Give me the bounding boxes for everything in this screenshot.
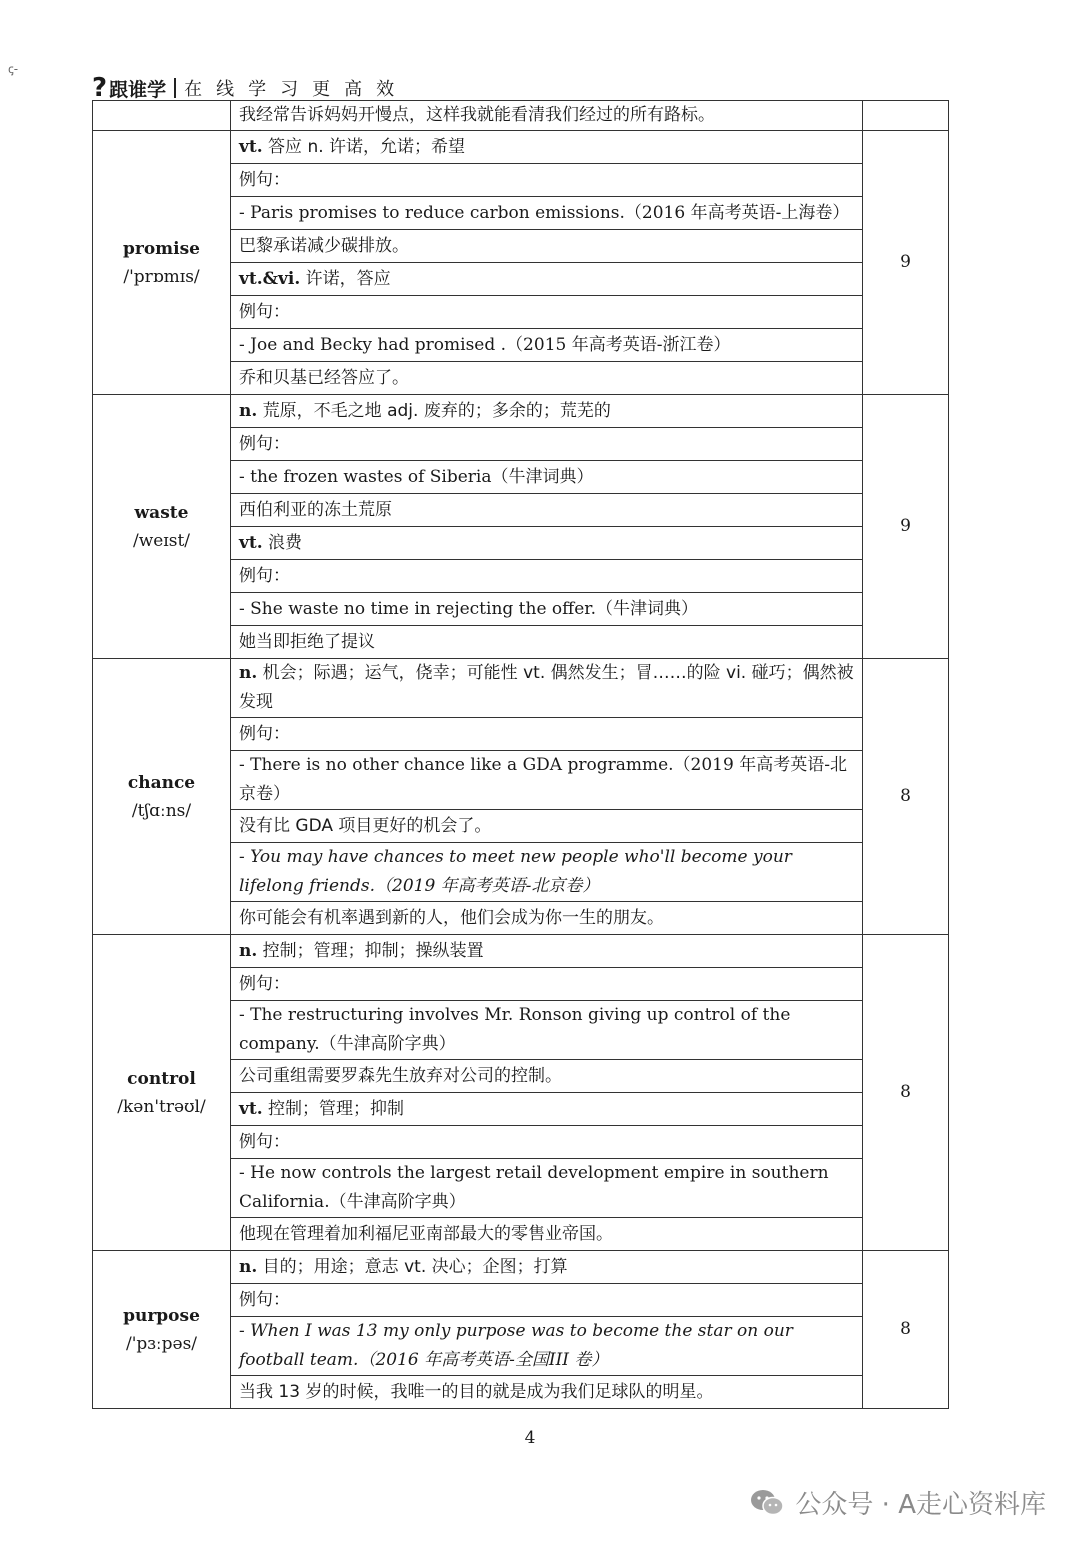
vocabulary-table-body <box>93 101 949 1409</box>
continuation-text: 我经常告诉妈妈开慢点，这样我就能看清我们经过的所有路标。 <box>231 101 863 131</box>
content-cell <box>231 263 863 296</box>
content-cell <box>231 718 863 751</box>
translation-text: 例句： <box>239 301 290 322</box>
part-of-speech: vt. <box>239 1098 263 1119</box>
table-row <box>93 395 949 428</box>
content-cell <box>231 1284 863 1317</box>
scan-mark: ꞔ- <box>8 62 19 76</box>
part-of-speech: vt. <box>239 532 263 553</box>
content-cell <box>231 395 863 428</box>
translation-text: 你可能会有机率遇到新的人，他们会成为你一生的朋友。 <box>239 907 664 928</box>
page-number: 4 <box>524 1428 536 1448</box>
phonetic: /weɪst/ <box>132 530 191 551</box>
example-sentence: - You may have chances to meet new people who'll become your lifelong friends.（2019 年高考英语-北京卷） <box>239 847 792 896</box>
part-of-speech: n. <box>239 663 258 683</box>
part-of-speech: vt. <box>239 136 263 157</box>
content-cell <box>231 1126 863 1159</box>
content-cell <box>231 131 863 164</box>
translation-text: 当我 13 岁的时候，我唯一的目的就是成为我们足球队的明星。 <box>239 1381 714 1402</box>
example-sentence: - The restructuring involves Mr. Ronson giving up control of the company.（牛津高阶字典） <box>239 1005 791 1054</box>
content-cell <box>231 1376 863 1409</box>
content-cell <box>231 751 863 810</box>
translation-text: 例句： <box>239 565 290 586</box>
headword: control <box>127 1068 196 1089</box>
part-of-speech: vt.&vi. <box>239 268 301 289</box>
translation-text: 西伯利亚的冻土荒原 <box>239 499 392 520</box>
phonetic: /kən'trəʊl/ <box>117 1096 206 1117</box>
logo-question-mark: ? <box>92 73 108 103</box>
word-cell <box>93 1251 231 1409</box>
definition-text: 控制；管理；抑制 <box>262 1098 405 1119</box>
wechat-icon <box>749 1488 785 1518</box>
translation-text: 没有比 GDA 项目更好的机会了。 <box>239 815 492 836</box>
content-cell <box>231 296 863 329</box>
definition-text: 控制；管理；抑制；操纵装置 <box>257 940 484 961</box>
phonetic: /tʃɑːns/ <box>131 800 192 821</box>
content-cell <box>231 843 863 902</box>
translation-text: 他现在管理着加利福尼亚南部最大的零售业帝国。 <box>239 1223 613 1244</box>
content-cell <box>231 230 863 263</box>
definition-text: 许诺，答应 <box>300 268 391 289</box>
content-cell <box>231 659 863 718</box>
frequency-cell: 9 <box>863 131 949 395</box>
content-cell <box>231 494 863 527</box>
headword: purpose <box>123 1305 200 1326</box>
continuation-word-cell <box>93 101 231 131</box>
content-cell <box>231 1060 863 1093</box>
example-sentence: - He now controls the largest retail development empire in southern California.（牛津高阶字典） <box>239 1163 829 1212</box>
content-cell <box>231 935 863 968</box>
word-cell <box>93 131 231 395</box>
content-cell <box>231 329 863 362</box>
content-cell <box>231 593 863 626</box>
page-header <box>92 74 952 102</box>
example-sentence: - There is no other chance like a GDA programme.（2019 年高考英语-北京卷） <box>239 755 847 804</box>
translation-text: 例句： <box>239 723 290 744</box>
content-cell <box>231 527 863 560</box>
translation-text: 例句： <box>239 169 290 190</box>
part-of-speech: n. <box>239 940 258 961</box>
content-cell <box>231 626 863 659</box>
phonetic: /'pɜːpəs/ <box>125 1333 198 1354</box>
translation-text: 公司重组需要罗森先生放弃对公司的控制。 <box>239 1065 562 1086</box>
translation-text: 例句： <box>239 1289 290 1310</box>
definition-text: 目的；用途；意志 vt. 决心；企图；打算 <box>257 1256 568 1277</box>
frequency-cell: 8 <box>863 935 949 1251</box>
content-cell <box>231 902 863 935</box>
continuation-freq-cell <box>863 101 949 131</box>
frequency-cell: 9 <box>863 395 949 659</box>
definition-text: 浪费 <box>262 532 303 553</box>
content-cell <box>231 428 863 461</box>
content-cell <box>231 362 863 395</box>
definition-text: 荒原，不毛之地 adj. 废弃的；多余的；荒芜的 <box>257 400 611 421</box>
logo-text: 跟谁学 <box>109 78 167 101</box>
content-cell <box>231 968 863 1001</box>
example-sentence: - She waste no time in rejecting the offer.（牛津词典） <box>239 598 698 619</box>
content-cell <box>231 1093 863 1126</box>
translation-text: 乔和贝基已经答应了。 <box>239 367 409 388</box>
definition-text: 机会；际遇；运气，侥幸；可能性 vt. 偶然发生；冒……的险 vi. 碰巧；偶然被发现 <box>239 663 854 712</box>
headword: chance <box>127 772 196 793</box>
translation-text: 她当即拒绝了提议 <box>239 631 375 652</box>
table-row-continuation <box>93 101 949 131</box>
example-sentence: - When I was 13 my only purpose was to become the star on our football team.（2016 年高考英语-全国III 卷） <box>239 1321 793 1370</box>
part-of-speech: n. <box>239 400 258 421</box>
table-row <box>93 1251 949 1284</box>
vocabulary-table <box>92 100 949 1409</box>
example-sentence: - the frozen wastes of Siberia（牛津词典） <box>239 466 594 487</box>
content-cell <box>231 810 863 843</box>
content-cell <box>231 1001 863 1060</box>
table-row <box>93 131 949 164</box>
definition-text: 答应 n. 许诺，允诺；希望 <box>262 136 466 157</box>
content-cell <box>231 197 863 230</box>
content-cell <box>231 560 863 593</box>
content-cell <box>231 1159 863 1218</box>
header-divider <box>174 78 176 98</box>
watermark <box>749 1484 1046 1521</box>
frequency-cell: 8 <box>863 659 949 935</box>
example-sentence: - Joe and Becky had promised .（2015 年高考英语-浙江卷） <box>239 334 731 355</box>
translation-text: 例句： <box>239 973 290 994</box>
table-row <box>93 659 949 718</box>
content-cell <box>231 1218 863 1251</box>
content-cell <box>231 1317 863 1376</box>
word-cell <box>93 935 231 1251</box>
header-slogan: 在线学习更高效 <box>184 79 409 100</box>
headword: promise <box>122 238 200 259</box>
translation-text: 例句： <box>239 433 290 454</box>
watermark-text: 公众号 · A走心资料库 <box>795 1490 1046 1520</box>
example-sentence: - Paris promises to reduce carbon emissions.（2016 年高考英语-上海卷） <box>239 202 850 223</box>
translation-text: 例句： <box>239 1131 290 1152</box>
headword: waste <box>134 502 189 523</box>
part-of-speech: n. <box>239 1256 258 1277</box>
word-cell <box>93 659 231 935</box>
table-row <box>93 935 949 968</box>
phonetic: /'prɒmɪs/ <box>123 266 200 287</box>
frequency-cell: 8 <box>863 1251 949 1409</box>
word-cell <box>93 395 231 659</box>
content-cell <box>231 164 863 197</box>
content-cell <box>231 1251 863 1284</box>
translation-text: 巴黎承诺减少碳排放。 <box>239 235 409 256</box>
content-cell <box>231 461 863 494</box>
